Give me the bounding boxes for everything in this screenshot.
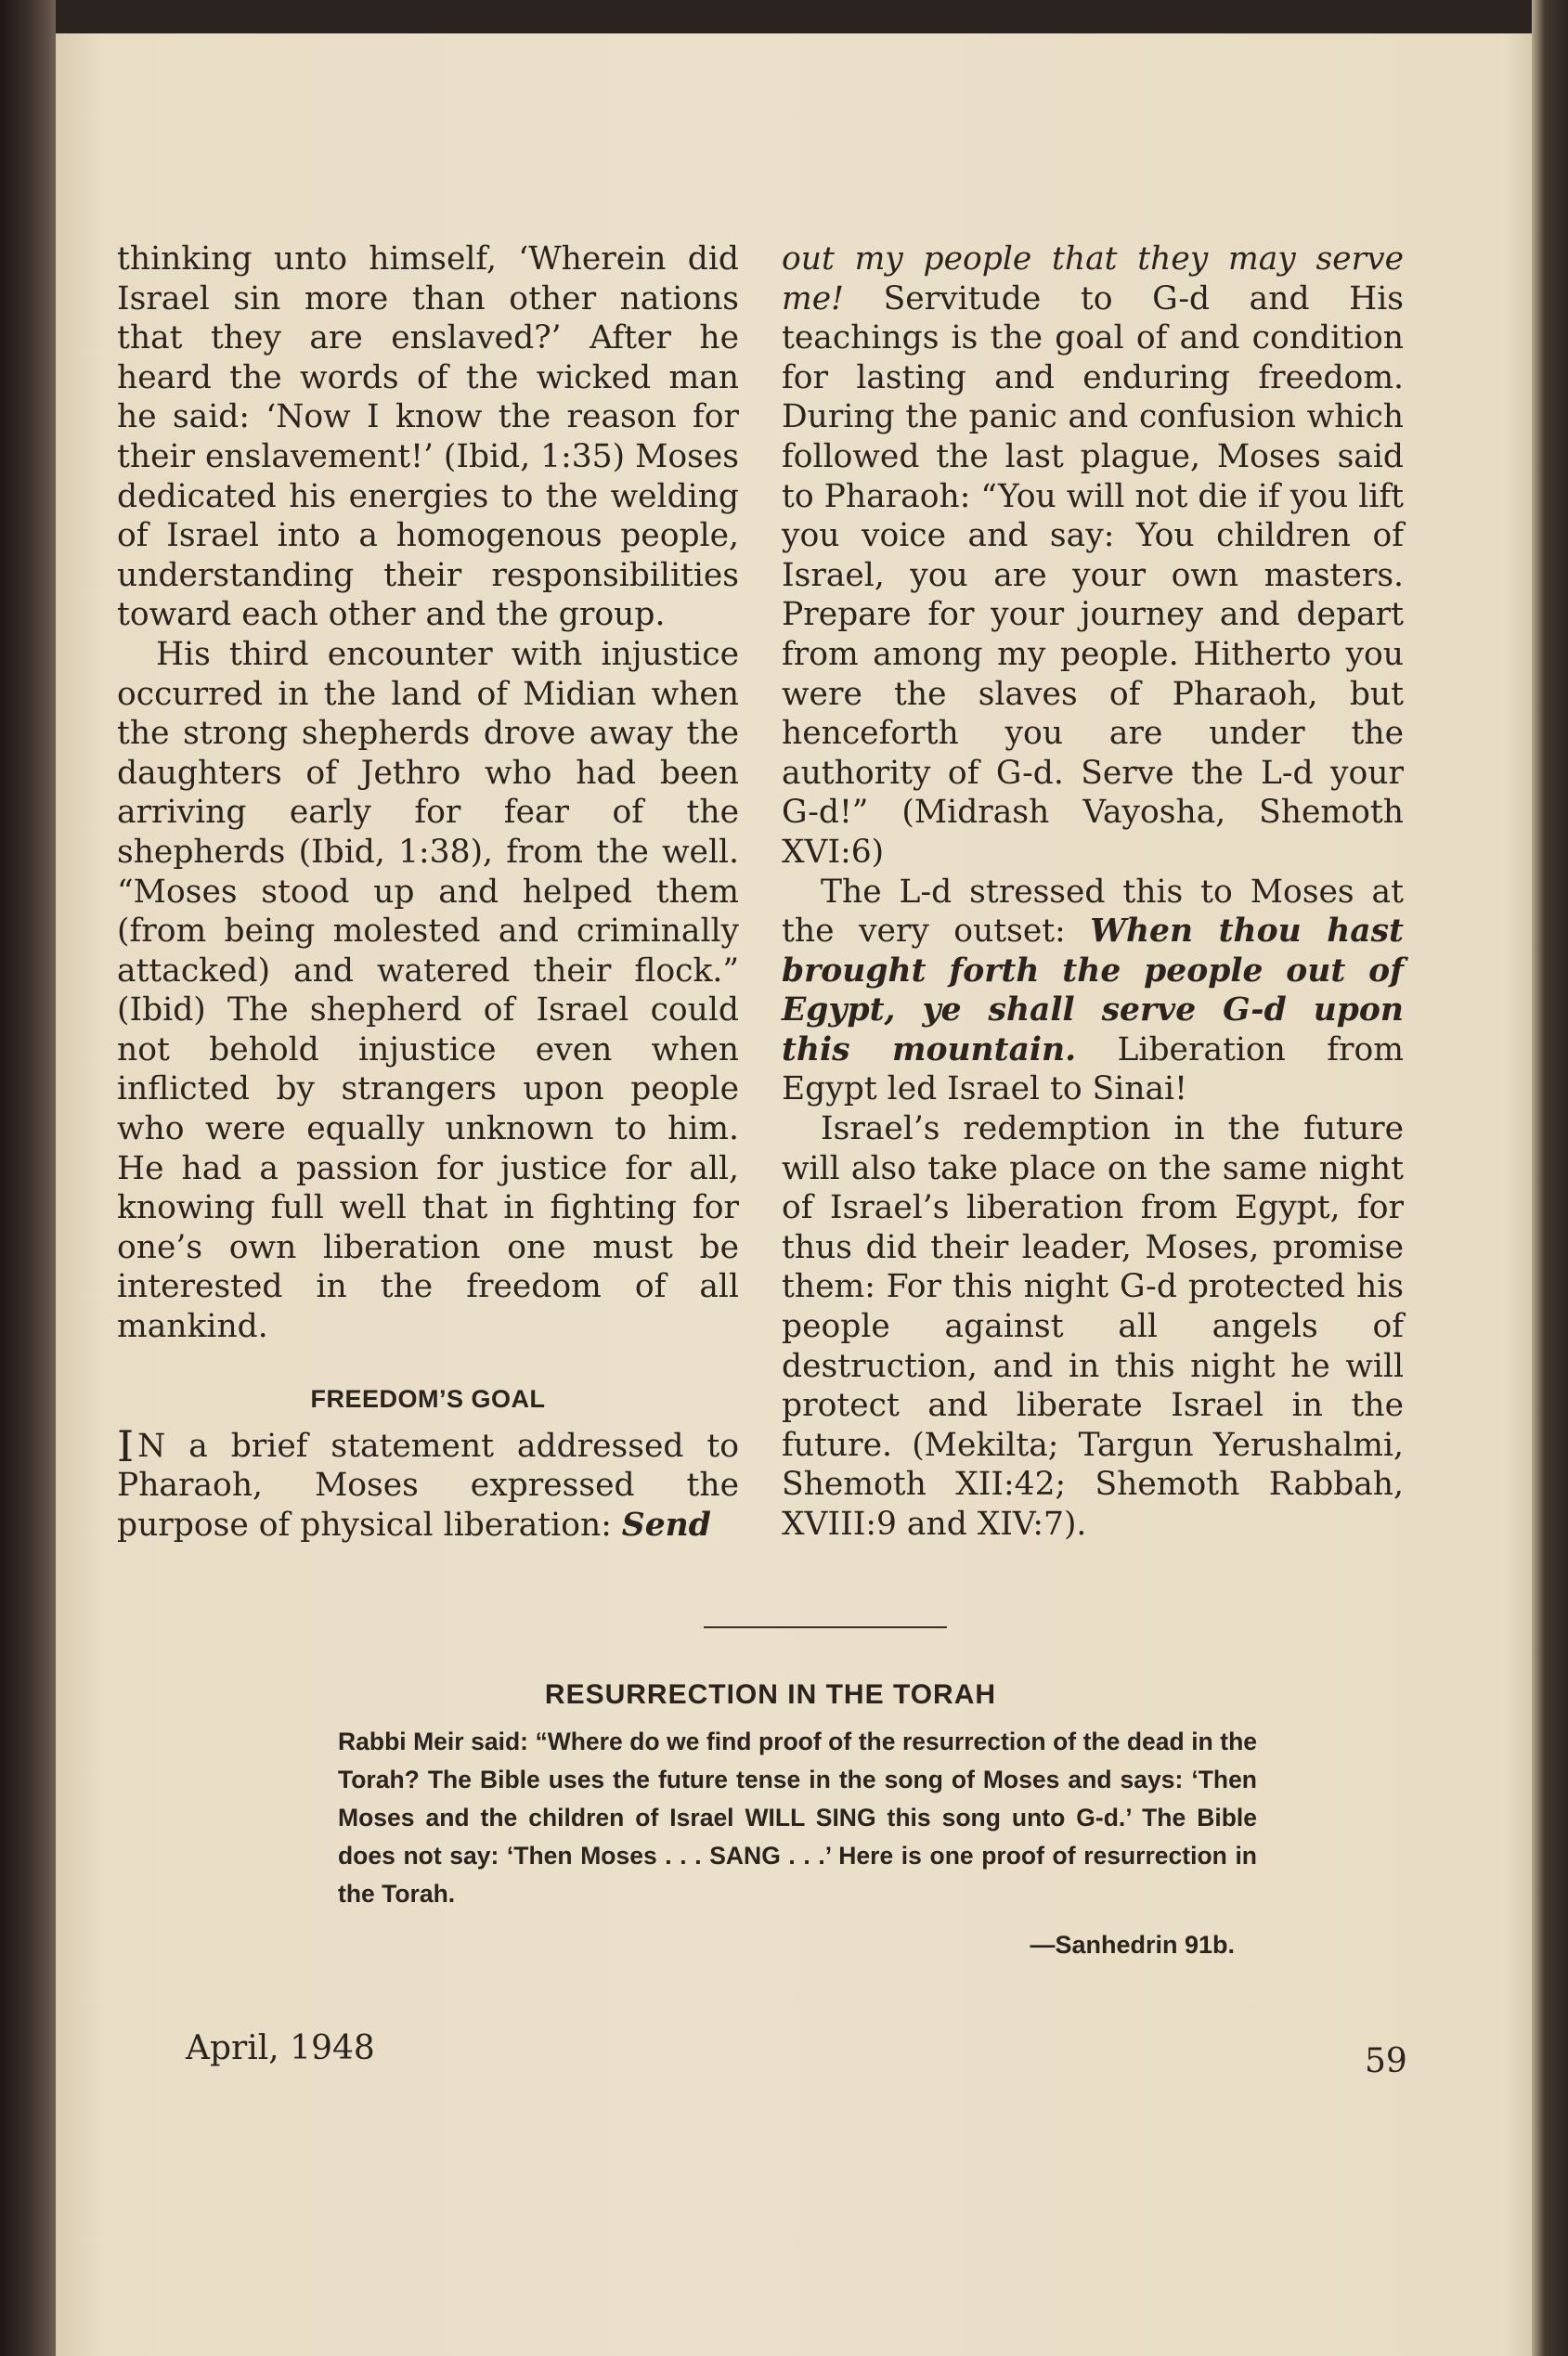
left-paragraph-1: thinking unto himself, ‘Wherein did Israel sin more than other nations that they are enslaved?’ After he heard the words of the wicked man he said: ‘Now I know the reason for their enslavement!’ (Ibid, 1:35) Moses dedicated his energies to the welding of Israel into a homogenous people, understanding their responsibilities toward each other and the group. (117, 240, 739, 634)
right-paragraph-2-end: Liberation from Egypt led Israel to Sinai! (782, 1030, 1405, 1108)
right-column (782, 239, 1404, 1545)
right-paragraph-2-text: The L-d stressed this to Moses at the very outset: (782, 873, 1404, 951)
right-paragraph-1-italic: out my people that they may serve me! (782, 240, 1404, 317)
section-heading-freedoms-goal: FREEDOM’S GOAL (310, 1384, 546, 1413)
page (56, 33, 1532, 2356)
sidebar-source: —Sanhedrin 91b. (1030, 1931, 1235, 1959)
book-spine-shadow (0, 0, 56, 2356)
sidebar-box (279, 1676, 1263, 1961)
footer-date: April, 1948 (186, 2029, 375, 2067)
page-number: 59 (1365, 2042, 1407, 2080)
section-divider (704, 1626, 947, 1628)
left-column (117, 239, 739, 1545)
right-paragraph-1-text: Servitude to G-d and His teachings is the goal of and condition for lasting and enduring freedom. During the panic and confusion which followed the last plague, Moses said to Pharaoh: “You will not die if you lift you voice and say: You children of Israel, you are your own masters. Prepare for your journey and depart from among my people. Hitherto you were the slaves of Pharaoh, but henceforth you are under the authority of G-d. Serve the L-d your G-d!” (Midrash Vayosha, Shemoth XVI:6) (782, 279, 1404, 871)
book-edge-shadow (1532, 0, 1568, 2356)
drop-cap: I (117, 1420, 135, 1471)
right-paragraph-2 (782, 873, 1404, 1110)
left-paragraph-3-text: N a brief statement addressed to Pharaoh, Moses expressed the purpose of physical liberation: (117, 1427, 739, 1544)
left-paragraph-2: His third encounter with injustice occurred in the land of Midian when the strong shepherds drove away the daughters of Jethro who had been arriving early for fear of the shepherds (Ibid, 1:38), from the well. “Moses stood up and helped them (from being molested and criminally attacked) and watered their flock.” (Ibid) The shepherd of Israel could not behold injustice even when inflicted by strangers upon people who were equally unknown to him. He had a passion for justice for all, knowing full well that in fighting for one’s own liberation one must be interested in the freedom of all mankind. (117, 635, 739, 1346)
right-paragraph-2-italic: When thou hast brought forth the people out of Egypt, ye shall serve G-d upon this mountain. (782, 913, 1404, 1068)
sidebar-body: Rabbi Meir said: “Where do we find proof of the resurrection of the dead in the Torah? The Bible uses the future tense in the song of Moses and says: ‘Then Moses and the children of Israel WILL SING this song unto G-d.’ The Bible does not say: ‘Then Moses . . . SANG . . .’ Here is one proof of resurrection in the Torah. (338, 1728, 1257, 1908)
right-paragraph-3: Israel’s redemption in the future will also take place on the same night of Israel’s liberation from Egypt, for thus did their leader, Moses, promise them: For this night G-d protected his people against all angels of destruction, and in this night he will protect and liberate Israel in the future. (Mekilta; Targun Yerushalmi, Shemoth XII:42; Shemoth Rabbah, XVIII:9 and XIV:7). (782, 1110, 1404, 1543)
left-paragraph-3 (117, 1420, 739, 1546)
sidebar-title: RESURRECTION IN THE TORAH (544, 1679, 997, 1710)
left-paragraph-3-italic: Send (621, 1506, 711, 1544)
right-paragraph-1 (782, 239, 1404, 873)
